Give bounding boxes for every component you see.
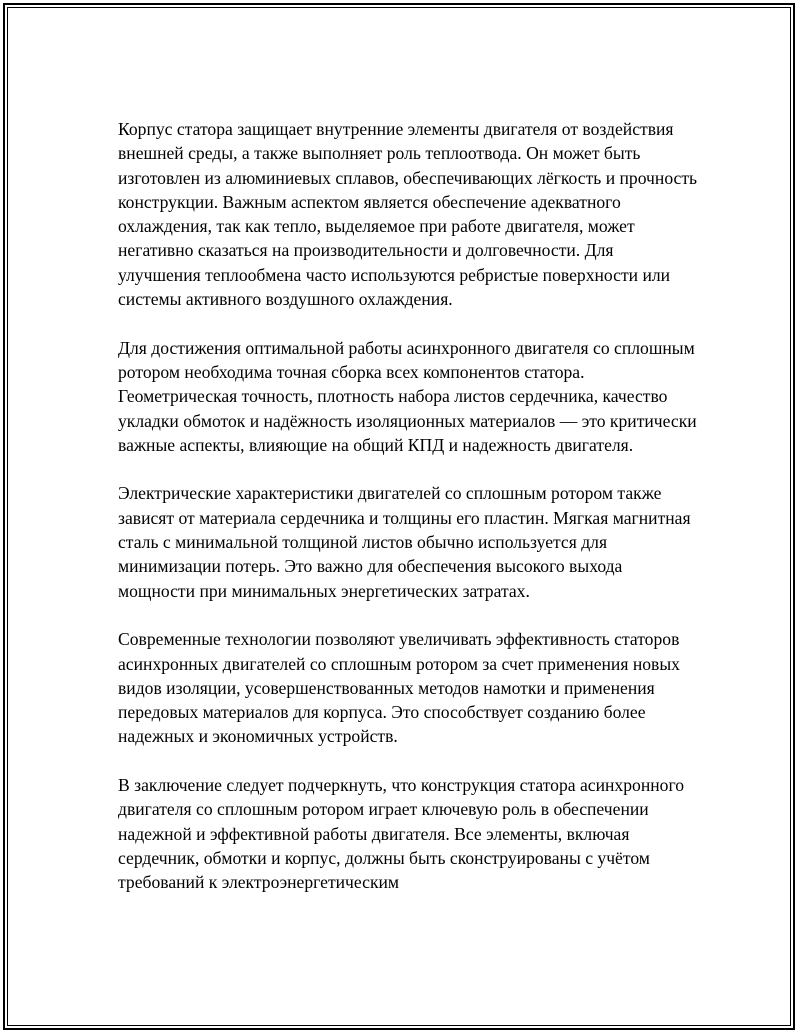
paragraph-4: Современные технологии позволяют увеличивать эффективность статоров асинхронных двигателей со сплошным ротором за счет применения новых видов изоляции, усовершенствованных методов намотки и применения передовых материалов для корпуса. Это способствует созданию более надежных и экономичных устройств. xyxy=(118,629,680,747)
paragraph-5: В заключение следует подчеркнуть, что конструкция статора асинхронного двигателя со сплошным ротором играет ключевую роль в обеспечении надежной и эффективной работы двигателя. Все элементы, включая сердечник, обмотки и корпус, должны быть сконструированы с учётом требований к электроэнергетическим xyxy=(118,775,685,893)
paragraph-2: Для достижения оптимальной работы асинхронного двигателя со сплошным ротором необходима точная сборка всех компонентов статора. Геометрическая точность, плотность набора листов сердечника, качество укладки обмоток и надёжность изоляционных материалов — это критически важные аспекты, влияющие на общий КПД и надежность двигателя. xyxy=(118,337,697,455)
paragraph-3: Электрические характеристики двигателей со сплошным ротором также зависят от материала сердечника и толщины его пластин. Мягкая магнитная сталь с минимальной толщиной листов обычно используется для минимизации потерь. Это важно для обеспечения высокого выхода мощности при минимальных энергетических затратах. xyxy=(118,483,691,601)
paragraph-1: Корпус статора защищает внутренние элементы двигателя от воздействия внешней среды, а также выполняет роль теплоотвода. Он может быть изготовлен из алюминиевых сплавов, обеспечивающих лёгкость и прочность конструкции. Важным аспектом является обеспечение адекватного охлаждения, так как тепло, выделяемое при работе двигателя, может негативно сказаться на производительности и долговечности. Для улучшения теплообмена часто используются ребристые поверхности или системы активного воздушного охлаждения. xyxy=(118,119,698,310)
document-body xyxy=(118,117,698,919)
